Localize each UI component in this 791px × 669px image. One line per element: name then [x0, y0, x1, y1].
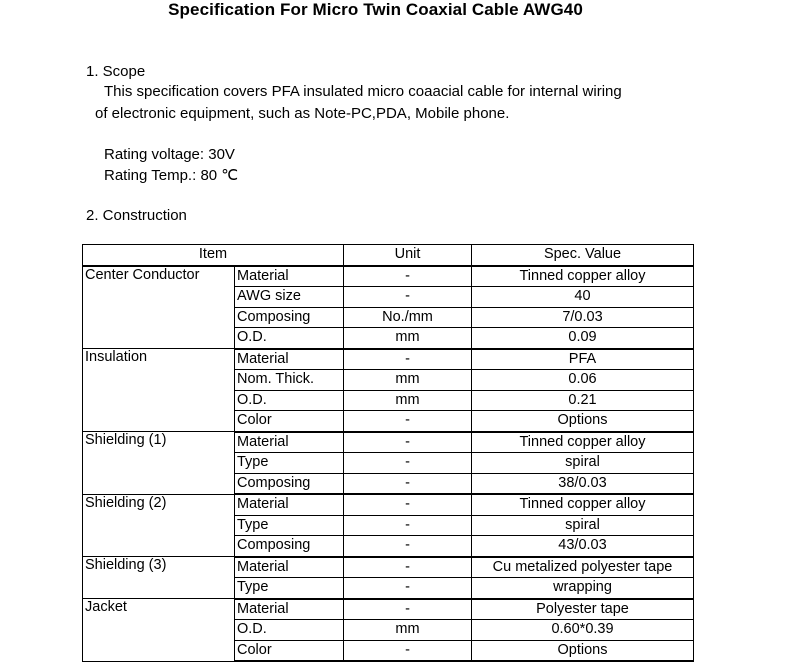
unit-cell: -	[344, 578, 472, 599]
header-unit: Unit	[344, 245, 472, 266]
item-name-cell: Shielding (2)	[83, 494, 235, 557]
unit-cell: -	[344, 494, 472, 515]
table-row	[83, 599, 694, 620]
property-cell: Nom. Thick.	[235, 370, 344, 391]
property-cell: Color	[235, 640, 344, 661]
property-cell: Type	[235, 515, 344, 536]
scope-heading: 1. Scope	[86, 63, 146, 80]
unit-cell: -	[344, 557, 472, 578]
table-row	[83, 432, 694, 453]
item-name-cell: Shielding (1)	[83, 432, 235, 495]
unit-cell: -	[344, 453, 472, 474]
construction-heading: 2. Construction	[86, 207, 187, 224]
item-name-cell: Insulation	[83, 349, 235, 432]
item-name-cell: Jacket	[83, 599, 235, 662]
spec-value-cell: PFA	[472, 349, 694, 370]
spec-value-cell: Options	[472, 411, 694, 432]
unit-cell: mm	[344, 390, 472, 411]
unit-cell: No./mm	[344, 307, 472, 328]
unit-cell: mm	[344, 328, 472, 349]
unit-cell: -	[344, 287, 472, 308]
property-cell: Material	[235, 432, 344, 453]
unit-cell: -	[344, 515, 472, 536]
spec-value-cell: Tinned copper alloy	[472, 266, 694, 287]
unit-cell: -	[344, 473, 472, 494]
header-spec-value: Spec. Value	[472, 245, 694, 266]
property-cell: Composing	[235, 473, 344, 494]
spec-value-cell: 0.60*0.39	[472, 620, 694, 641]
spec-value-cell: 7/0.03	[472, 307, 694, 328]
property-cell: AWG size	[235, 287, 344, 308]
spec-value-cell: 43/0.03	[472, 536, 694, 557]
property-cell: Material	[235, 557, 344, 578]
property-cell: Material	[235, 494, 344, 515]
rating-temperature: Rating Temp.: 80 ℃	[104, 167, 239, 184]
table-row	[83, 266, 694, 287]
item-name-cell: Shielding (3)	[83, 557, 235, 599]
spec-value-cell: Cu metalized polyester tape	[472, 557, 694, 578]
unit-cell: mm	[344, 620, 472, 641]
spec-value-cell: 0.21	[472, 390, 694, 411]
property-cell: Type	[235, 578, 344, 599]
spec-value-cell: Polyester tape	[472, 599, 694, 620]
scope-text-line-2: of electronic equipment, such as Note-PC,PDA, Mobile phone.	[95, 105, 510, 122]
header-item: Item	[83, 245, 344, 266]
document-title: Specification For Micro Twin Coaxial Cable AWG40	[168, 0, 583, 19]
property-cell: Material	[235, 266, 344, 287]
property-cell: Type	[235, 453, 344, 474]
table-header-row	[83, 245, 694, 266]
construction-table-body	[83, 245, 694, 662]
unit-cell: -	[344, 349, 472, 370]
spec-value-cell: Options	[472, 640, 694, 661]
unit-cell: -	[344, 599, 472, 620]
spec-value-cell: spiral	[472, 515, 694, 536]
spec-value-cell: Tinned copper alloy	[472, 494, 694, 515]
property-cell: O.D.	[235, 390, 344, 411]
property-cell: Composing	[235, 307, 344, 328]
unit-cell: -	[344, 266, 472, 287]
property-cell: O.D.	[235, 620, 344, 641]
table-row	[83, 494, 694, 515]
spec-value-cell: Tinned copper alloy	[472, 432, 694, 453]
spec-value-cell: 0.06	[472, 370, 694, 391]
spec-value-cell: 40	[472, 287, 694, 308]
unit-cell: -	[344, 640, 472, 661]
spec-value-cell: 38/0.03	[472, 473, 694, 494]
construction-table	[82, 244, 694, 662]
property-cell: Material	[235, 599, 344, 620]
table-row	[83, 557, 694, 578]
property-cell: O.D.	[235, 328, 344, 349]
scope-text-line-1: This specification covers PFA insulated micro coaacial cable for internal wiring	[104, 83, 622, 100]
spec-value-cell: wrapping	[472, 578, 694, 599]
property-cell: Color	[235, 411, 344, 432]
rating-voltage: Rating voltage: 30V	[104, 146, 235, 163]
spec-value-cell: 0.09	[472, 328, 694, 349]
unit-cell: -	[344, 432, 472, 453]
unit-cell: -	[344, 536, 472, 557]
spec-value-cell: spiral	[472, 453, 694, 474]
table-row	[83, 349, 694, 370]
item-name-cell: Center Conductor	[83, 266, 235, 349]
property-cell: Material	[235, 349, 344, 370]
unit-cell: -	[344, 411, 472, 432]
property-cell: Composing	[235, 536, 344, 557]
unit-cell: mm	[344, 370, 472, 391]
